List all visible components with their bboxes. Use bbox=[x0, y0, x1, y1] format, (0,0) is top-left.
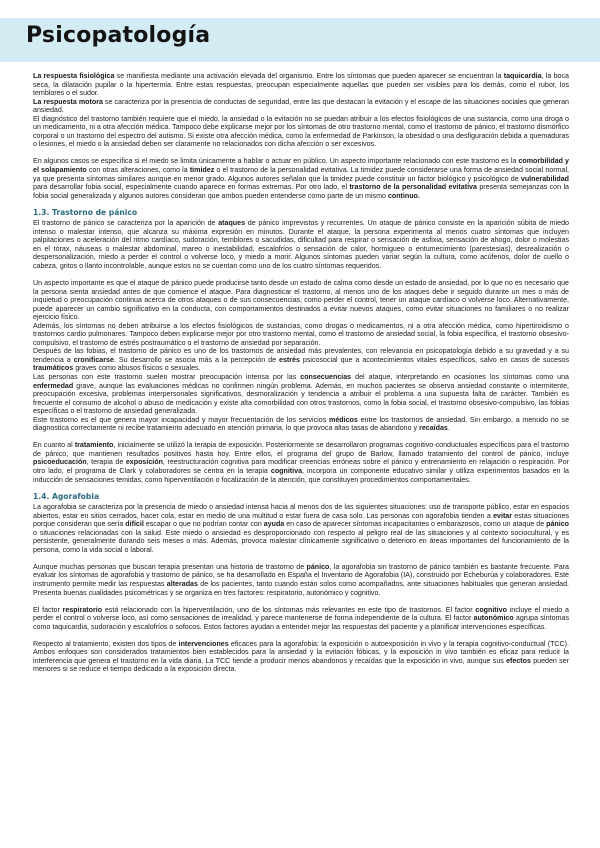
section-heading: 1.4. Agorafobia bbox=[33, 491, 100, 501]
bold-term: continuo. bbox=[387, 191, 420, 200]
paragraph-gap bbox=[33, 631, 569, 640]
paragraph-gap bbox=[33, 484, 569, 493]
bold-term: tratamiento bbox=[74, 441, 114, 450]
body-paragraph bbox=[33, 219, 569, 270]
body-paragraph bbox=[33, 640, 569, 674]
text-run: para desarrollar fobia social, especialmente cuando aparece en formas extremas. Por otro lado, el bbox=[33, 183, 350, 192]
body-paragraph bbox=[33, 441, 569, 484]
text-run: o el trastorno de la personalidad evitativa. La timidez puede considerarse una forma de ansiedad social normal, ya que presenta síntomas similares aunque en menor grado. Algunos autores señalan que la timidez puede constituir un factor biológico y psicológico de bbox=[33, 165, 569, 183]
bold-term: vulnerabilidad bbox=[520, 174, 569, 183]
bold-term: cognitivo bbox=[475, 605, 507, 614]
text-run: se caracteriza por la presencia de conductas de seguridad, entre las que destacan la evitación y el escape de las situaciones sociales que generan ansiedad. bbox=[33, 97, 569, 115]
bold-term: recaídas bbox=[419, 424, 448, 433]
bold-term: ataques bbox=[218, 219, 246, 228]
bold-term: autonómico bbox=[473, 614, 514, 623]
bold-term: pánico bbox=[306, 562, 330, 571]
body-paragraph bbox=[33, 373, 569, 416]
paragraph-gap bbox=[33, 149, 569, 158]
paragraph-gap bbox=[33, 597, 569, 606]
bold-term: La respuesta fisiológica bbox=[33, 72, 115, 80]
bold-term: comorbilidad y el solapamiento bbox=[33, 157, 569, 174]
bold-term: médicos bbox=[329, 415, 358, 424]
text-run: , la agorafobia sin trastorno de pánico también es bastante frecuente. Para evaluar los síntomas de agorafobia y trastorno de pánico, se ha desarrollado en España el Inventario de Agorafobia (IA), construido por Echeburúa y colaboradores. Este instrumento permite medir las respuestas bbox=[33, 562, 569, 588]
bold-term: ayuda bbox=[263, 520, 285, 529]
text-run: El diagnóstico del trastorno también requiere que el miedo, la ansiedad o la evitación no se puedan atribuir a los efectos fisiológicos de una sustancia, como una droga o un medicamento, ni a otra afección médica. Tampoco debe explicarse mejor por los síntomas de otro trastorno mental, como el trastorno de pánico, el trastorno dismórfico corporal o un trastorno del espectro del autismo. Si existe otra afección médica, como la enfermedad de Parkinson, la obesidad o una desfiguración debida a quemaduras o lesiones, el miedo o la ansiedad deben ser claramente no relacionados con dicha afección o ser excesivos. bbox=[33, 114, 569, 149]
text-run: pueden ser menores si se reduce el tiempo dedicado a la exposición directa. bbox=[33, 656, 569, 674]
text-run: . Su desarrollo se asocia más a la percepción de bbox=[113, 355, 280, 364]
text-run: , incorpora un componente educativo similar y utiliza experimentos basados en la inducción de sensaciones temidas, como hiperventilación o focalización de la atención, que constituyen procedimientos comportamentales. bbox=[33, 466, 569, 484]
text-run: Aunque muchas personas que buscan terapia presentan una historia de trastorno de bbox=[33, 562, 307, 571]
text-run: Después de las fobias, el trastorno de pánico es uno de los trastornos de ansiedad más prevalentes, con relevancia en psicopatología debido a su gravedad y a su tendencia a bbox=[33, 347, 569, 364]
bold-term: difícil bbox=[125, 520, 144, 529]
text-run: entre los trastornos de ansiedad. Sin embargo, a menudo no se diagnostica correctamente ni recibe tratamiento adecuado en atención primaria, lo que provoca altas tasas de abandono y bbox=[33, 415, 570, 433]
bold-term: enfermedad bbox=[33, 381, 74, 390]
body-paragraph bbox=[33, 157, 569, 200]
text-run: El factor bbox=[33, 605, 63, 614]
text-run: está relacionado con la hiperventilación, uno de los síntomas más relevantes en este tipo de trastornos. El factor bbox=[102, 605, 476, 614]
text-run: estas situaciones porque consideran que sería bbox=[33, 511, 569, 529]
text-run: , inicialmente se utilizó la terapia de exposición. Posteriormente se desarrollaron programas cognitivo-conductuales específicos para el trastorno de pánico, que mantienen resultados positivos hasta hoy. Entre ellos, el programa del grupo de Barlow, llamado tratamiento del control de pánico, incluye bbox=[33, 441, 569, 458]
body-paragraph bbox=[33, 279, 569, 322]
text-run: , terapia de bbox=[86, 458, 126, 467]
bold-term: La respuesta motora bbox=[33, 97, 103, 106]
page-title: Psicopatología bbox=[26, 23, 211, 48]
text-run: escapar o que no podrían contar con bbox=[143, 520, 264, 529]
bold-term: respiratorio bbox=[62, 605, 103, 614]
text-run: psicosocial que a acontecimientos vitales específicos, salvo en casos de sucesos bbox=[299, 355, 569, 364]
body-paragraph bbox=[33, 115, 569, 149]
bold-term: efectos bbox=[506, 656, 531, 665]
body-paragraph bbox=[33, 416, 569, 433]
text-run: , la boca seca, la dilatación pupilar o la hipertermia. Entre estas respuestas, preocupan especialmente aquellas que pueden ser visibles para los demás, como el rubor, los temblores o el sudor. bbox=[33, 72, 569, 98]
body-paragraph bbox=[33, 98, 569, 115]
text-run: Este trastorno es el que genera mayor incapacidad y mayor frecuentación de los servicios bbox=[33, 415, 330, 424]
body-paragraph bbox=[33, 606, 569, 632]
text-run: agrupa síntomas como taquicardia, sudoración y escalofríos o sofocos. Estos factores ayudan a entender mejor las respuestas del paciente y a planificar intervenciones específicas. bbox=[33, 614, 570, 631]
text-run: del ataque, interpretando en ocasiones los síntomas como una bbox=[351, 373, 569, 381]
bold-term: exposición bbox=[125, 458, 163, 467]
body-paragraph bbox=[33, 72, 569, 98]
text-run: de los pacientes, tanto cuando están solos como acompañados, ante situaciones habituales que generan ansiedad. Presenta buenas cualidades psicométricas y se organiza en tres factores: respiratorio, autonómico y cognitivo. bbox=[33, 579, 569, 597]
paragraph-gap bbox=[33, 554, 569, 563]
text-run: . bbox=[447, 424, 450, 433]
text-run: de pánico imprevistos y recurrentes. Un ataque de pánico consiste en la aparición súbita de miedo intenso o malestar intenso, que alcanza su máxima expresión en minutos. Durante el ataque, la persona experimenta al menos cuatro síntomas que incluyen palpitaciones o aceleración del ritmo cardíaco, sudoración, temblores o sacudidas, dificultad para respirar o sensación de asfixia, sensación de ahogo, dolor o molestias en el tórax, náuseas o malestar abdominal, mareo o inestabilidad, escalofríos o sensación de calor, hormigueo o entumecimiento (parestesias), desrealización o despersonalización, miedo a perder el control o volverse loco, y miedo a morir. Algunos síntomas pueden variar según la cultura, como acúfenos, dolor de cuello o cabeza, gritos o llanto incontrolable, aunque estos no se cuentan como uno de los cuatro síntomas requeridos. bbox=[33, 219, 569, 270]
text-run: Respecto al tratamiento, existen dos tipos de bbox=[33, 639, 179, 648]
paragraph-gap bbox=[33, 433, 569, 442]
bold-term: pánico bbox=[546, 520, 570, 529]
text-run: grave, aunque las evaluaciones médicas no confirmen ningún problema. Además, en muchos pacientes se observa ansiedad constante o intermitente, preocupación excesiva, problemas interpersonales significativos, desmoralización y tendencia a atribuir el problema a una supuesta falta de carácter. También es frecuente el consumo de alcohol o abuso de medicación y existe alta comorbilidad con otros trastornos, como la fobia social, el trastorno obsesivo-compulsivo, las fobias específicas o el trastorno de ansiedad generalizada. bbox=[33, 381, 569, 416]
text-run: La agorafobia se caracteriza por la presencia de miedo o ansiedad intensa hacia al menos dos de las siguientes situaciones: uso de transporte público, estar en espacios abiertos, estar en sitios cerrados, hacer cola, estar en medio de una multitud o estar fuera de casa solo. Las personas con agorafobia tienden a bbox=[33, 503, 569, 520]
text-run: , reestructuración cognitiva para modificar creencias erróneas sobre el pánico y entrenamiento en relajación o respiración. Por otro lado, el programa de Clark y colaboradores se centra en la terapia bbox=[33, 458, 569, 475]
body-paragraph bbox=[33, 503, 569, 554]
text-run: Las personas con este trastorno suelen mostrar preocupación intensa por las bbox=[33, 373, 301, 381]
text-run: se manifiesta mediante una activación elevada del organismo. Entre los síntomas que pueden aparecer se encuentran la bbox=[114, 72, 504, 80]
bold-term: taquicardia bbox=[503, 72, 542, 80]
bold-term: consecuencias bbox=[300, 373, 352, 381]
text-run: Un aspecto importante es que el ataque de pánico puede producirse tanto desde un estado de calma como desde un estado de ansiedad, por lo que no es necesario que la persona sienta ansiedad antes de que comience el ataque. Para diagnosticar el trastorno, al menos uno de los ataques debe ir seguido durante un mes o más de inquietud o preocupación continua acerca de otros ataques o de sus consecuencias, como perder el control, tener un ataque cardíaco o volverse loco. Alternativamente, puede aparecer un cambio significativo en la conducta, con comportamientos destinados a evitar nuevos ataques, como evitar situaciones no familiares o no realizar ejercicio físico. bbox=[33, 278, 569, 322]
text-run: En algunos casos se especifica si el miedo se limita únicamente a hablar o actuar en público. Un aspecto importante relacionado con este trastorno es la bbox=[33, 157, 519, 166]
bold-term: evitar bbox=[493, 511, 513, 520]
bold-term: timidez bbox=[189, 165, 215, 174]
document-body bbox=[33, 72, 569, 674]
text-run: o situaciones relacionadas con la salud. Este miedo o ansiedad es desproporcionado con respecto al peligro real de las situaciones y al contexto sociocultural, y es persistente, generalmente durando seis meses o más. Además, provoca malestar clínicamente significativo o deterioro en áreas importantes del funcionamiento de la persona, como la vida social o laboral. bbox=[33, 528, 569, 554]
page-header-bar bbox=[0, 18, 600, 62]
text-run: incluye el miedo a perder el control o volverse loco, así como sensaciones de irrealidad, y parece mantenerse de forma independiente de la cultura. El factor bbox=[33, 605, 569, 623]
body-paragraph bbox=[33, 563, 569, 597]
bold-term: traumáticos bbox=[33, 364, 74, 373]
text-run: con otras alteraciones, como la bbox=[86, 165, 190, 174]
text-run: presenta semejanzas con la fobia social generalizada y algunos autores consideran que ambos pueden entenderse como parte de un mismo bbox=[33, 183, 569, 200]
bold-term: intervenciones bbox=[178, 639, 229, 648]
body-paragraph bbox=[33, 347, 569, 373]
text-run: en caso de aparecer síntomas incapacitantes o embarazosos, como un ataque de bbox=[284, 520, 547, 529]
text-run: graves como abusos físicos o sexuales. bbox=[73, 364, 201, 373]
text-run: El trastorno de pánico se caracteriza por la aparición de bbox=[33, 219, 219, 228]
bold-term: cognitiva bbox=[270, 466, 303, 475]
bold-term: psicoeducación bbox=[33, 458, 87, 467]
bold-term: estrés bbox=[279, 355, 300, 364]
bold-term: alteradas bbox=[166, 579, 198, 588]
text-run: En cuanto al bbox=[33, 441, 75, 450]
text-run: Además, los síntomas no deben atribuirse a los efectos fisiológicos de sustancias, como drogas o medicamentos, ni a otra afección médica, como hipertiroidismo o trastornos cardio pulmonares. Tampoco deben explicarse mejor por otro trastorno mental, como el trastorno de ansiedad social, la fobia específica, el trastorno obsesivo-compulsivo, el trastorno de estrés postraumático o el trastorno de ansiedad por separación. bbox=[33, 321, 569, 347]
bold-term: trastorno de la personalidad evitativa bbox=[349, 183, 477, 192]
paragraph-gap bbox=[33, 270, 569, 279]
text-run: eficaces para la agorafobia: la exposición o autoexposición in vivo y la terapia cognitivo-conductual (TCC). Ambos enfoques son considerados tratamientos bien establecidos para la ansiedad y la evitación fóbicas, y la exposición in vivo también es eficaz para reducir la interferencia que genera el trastorno en la vida diaria. La TCC tiende a producir menos abandonos y recaídas que la exposición in vivo, aunque sus bbox=[33, 639, 570, 665]
body-paragraph bbox=[33, 322, 569, 348]
section-heading: 1.3. Trastorno de pánico bbox=[33, 207, 138, 217]
bold-term: cronificarse bbox=[73, 355, 114, 364]
